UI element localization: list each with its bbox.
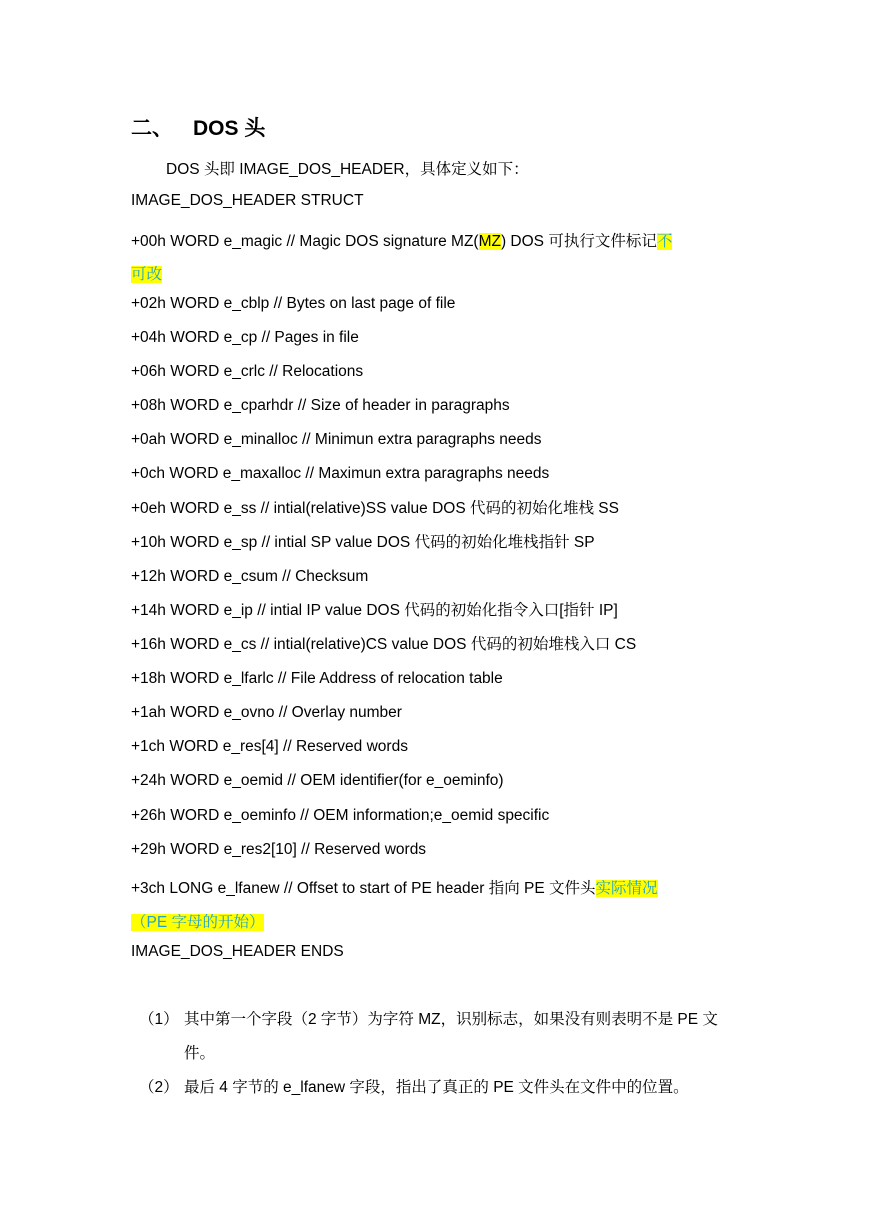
- list-item: [131, 1003, 741, 1071]
- field-line: +14h WORD e_ip // intial IP value DOS 代码的初始化指令入口[指针 IP]: [131, 602, 618, 619]
- pe-letters-highlight: （PE 字母的开始）: [131, 914, 265, 931]
- field-line: +04h WORD e_cp // Pages in file: [131, 329, 359, 346]
- field-line: +08h WORD e_cparhdr // Size of header in paragraphs: [131, 397, 510, 414]
- field-line: +0ah WORD e_minalloc // Minimun extra paragraphs needs: [131, 431, 542, 448]
- field-line-e-magic: +00h WORD e_magic // Magic DOS signature MZ(MZ) DOS 可执行文件标记不 可改: [131, 233, 673, 283]
- field-line-e-lfanew: +3ch LONG e_lfanew // Offset to start of PE header 指向 PE 文件头实际情况 （PE 字母的开始）: [131, 880, 658, 931]
- not-changeable-highlight-1: 不: [656, 233, 673, 250]
- field-line: +26h WORD e_oeminfo // OEM information;e_oemid specific: [131, 807, 550, 824]
- not-changeable-highlight-2: 可改: [131, 266, 163, 283]
- section-heading: [131, 112, 265, 142]
- list-item-marker: （2）: [139, 1079, 179, 1096]
- actual-case-highlight: 实际情况: [595, 880, 658, 897]
- field-line: +16h WORD e_cs // intial(relative)CS value DOS 代码的初始堆栈入口 CS: [131, 636, 637, 653]
- list-item-text: 其中第一个字段（2 字节）为字符 MZ，识别标志，如果没有则表明不是 PE 文件。: [184, 1011, 718, 1062]
- field-line: +24h WORD e_oemid // OEM identifier(for e_oeminfo): [131, 772, 504, 789]
- mz-highlight: MZ: [478, 233, 501, 250]
- field-line: +12h WORD e_csum // Checksum: [131, 568, 369, 585]
- list-item: [131, 1071, 741, 1105]
- list-item-text: 最后 4 字节的 e_lfanew 字段，指出了真正的 PE 文件头在文件中的位置。: [184, 1079, 689, 1096]
- intro-paragraph: DOS 头即 IMAGE_DOS_HEADER，具体定义如下：: [166, 161, 529, 178]
- field-line: +06h WORD e_crlc // Relocations: [131, 363, 364, 380]
- struct-begin-line: IMAGE_DOS_HEADER STRUCT: [131, 192, 364, 209]
- field-line: +1ch WORD e_res[4] // Reserved words: [131, 738, 408, 755]
- field-line: +18h WORD e_lfarlc // File Address of relocation table: [131, 670, 503, 687]
- field-line: +10h WORD e_sp // intial SP value DOS 代码的初始化堆栈指针 SP: [131, 534, 595, 551]
- struct-end-line: IMAGE_DOS_HEADER ENDS: [131, 943, 344, 960]
- field-line: +1ah WORD e_ovno // Overlay number: [131, 704, 402, 721]
- field-line: +02h WORD e_cblp // Bytes on last page of file: [131, 295, 456, 312]
- field-line: +0eh WORD e_ss // intial(relative)SS value DOS 代码的初始化堆栈 SS: [131, 500, 619, 517]
- field-line: +29h WORD e_res2[10] // Reserved words: [131, 841, 427, 858]
- field-line: +0ch WORD e_maxalloc // Maximun extra paragraphs needs: [131, 465, 550, 482]
- section-number: 二、: [131, 117, 173, 140]
- list-item-marker: （1）: [139, 1011, 179, 1028]
- section-title: DOS 头: [193, 117, 266, 140]
